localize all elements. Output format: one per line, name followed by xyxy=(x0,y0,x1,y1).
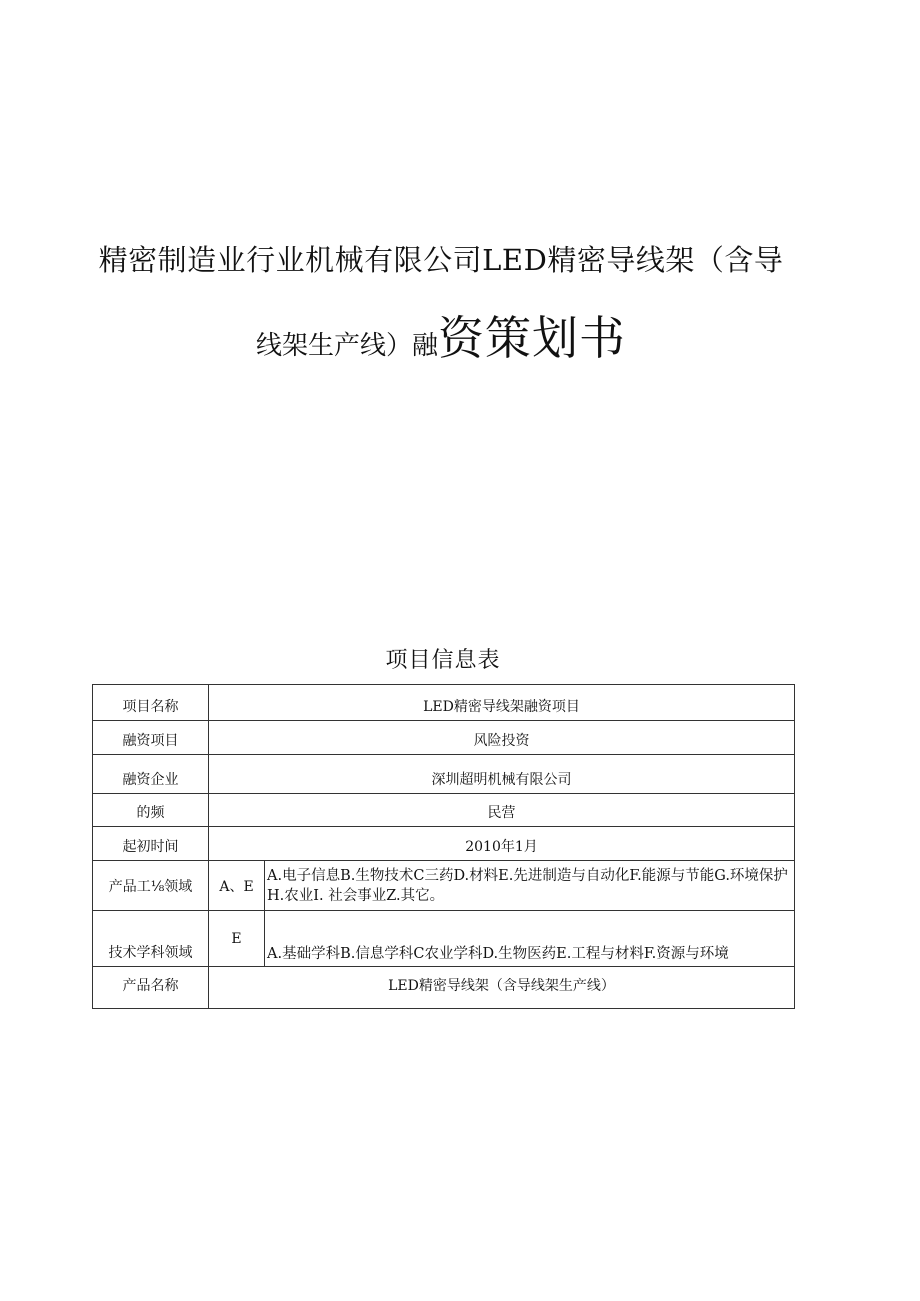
table-row-discipline xyxy=(93,911,795,967)
document-title-line-1: 精密制造业行业机械有限公司LED精密导线架（含导 xyxy=(98,243,784,277)
document-title-line-2-part-2: 资策划书 xyxy=(438,311,626,365)
industry-code: A、E xyxy=(209,861,265,911)
table-row xyxy=(93,721,795,755)
table-row xyxy=(93,794,795,827)
row-value: 风险投资 xyxy=(209,721,795,755)
table-row xyxy=(93,685,795,721)
table-row-product xyxy=(93,967,795,1009)
info-table-caption: 项目信息表 xyxy=(385,648,501,673)
table-row-industry xyxy=(93,861,795,911)
discipline-code: E xyxy=(209,911,265,967)
discipline-options: A.基础学科B.信息学科C农业学科D.生物医药E.工程与材料F.资源与环境 xyxy=(265,911,795,967)
discipline-label: 技术学科领域 xyxy=(93,911,209,967)
table-row xyxy=(93,755,795,794)
row-value: LED精密导线架融资项目 xyxy=(209,685,795,721)
row-label: 的频 xyxy=(93,794,209,827)
row-label: 起初时间 xyxy=(93,827,209,861)
row-label: 融资企业 xyxy=(93,755,209,794)
document-title-line-2 xyxy=(0,302,882,368)
row-label: 项目名称 xyxy=(93,685,209,721)
table-row xyxy=(93,827,795,861)
product-label: 产品名称 xyxy=(93,967,209,1009)
row-label: 融资项目 xyxy=(93,721,209,755)
industry-options: A.电子信息B.生物技术C三药D.材料E.先进制造与自动化F.能源与节能G.环境保护H.农业I. 社会事业Z.其它。 xyxy=(265,861,795,911)
row-value: 深圳超明机械有限公司 xyxy=(209,755,795,794)
product-value: LED精密导线架（含导线架生产线） xyxy=(209,967,795,1009)
row-value: 2010年1月 xyxy=(209,827,795,861)
project-info-table xyxy=(92,684,795,1009)
document-title-line-2-part-1: 线架生产线）融 xyxy=(255,331,438,361)
industry-label: 产品工⅛领域 xyxy=(93,861,209,911)
row-value: 民营 xyxy=(209,794,795,827)
